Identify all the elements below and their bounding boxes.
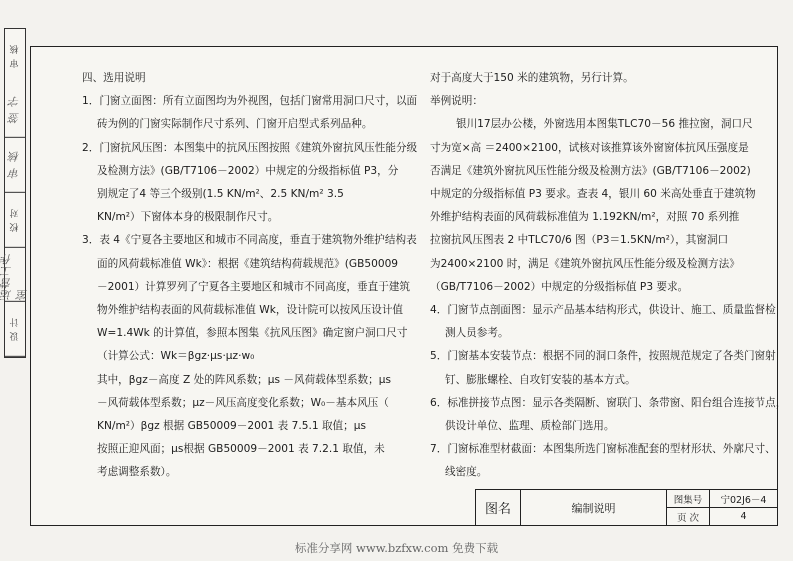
drawing-title: 编制说明 xyxy=(521,490,667,525)
paragraph-line: 按照正迎风面；μs根据 GB50009－2001 表 7.2.1 取值，未 xyxy=(97,443,385,456)
page-number: 4 xyxy=(740,511,747,522)
paragraph-line: 线密度。 xyxy=(445,466,488,479)
atlas-label: 图集号 xyxy=(667,490,710,507)
paragraph-line: KN/m²）下窗体本身的极限制作尺寸。 xyxy=(97,211,279,224)
title-block xyxy=(475,489,777,525)
atlas-value: 宁02J6－4 xyxy=(720,494,767,506)
paragraph-line: 对于高度大于150 米的建筑物，另行计算。 xyxy=(430,72,634,84)
paragraph-line: －2001）计算罗列了宁夏各主要地区和城市不同高度，垂直于建筑 xyxy=(97,280,410,293)
paragraph-line: 5．门窗基本安装节点：根据不同的洞口条件，按照规范规定了各类门窗射 xyxy=(430,350,776,363)
paragraph-line: 砖为例的门窗实际制作尺寸系列、门窗开启型式系列品种。 xyxy=(97,118,373,131)
paragraph-line: 7．门窗标准型材截面：本图集所选门窗标准配套的型材形状、外廓尺寸、 xyxy=(430,443,776,456)
paragraph-line: KN/m²）βgz 根据 GB50009－2001 表 7.5.1 取值；μs xyxy=(97,420,366,433)
sidebar-cell-design: 设 计 xyxy=(5,302,25,357)
signature-sidebar xyxy=(0,28,29,358)
paragraph-line: 4．门窗节点剖面图：显示产品基本结构形式，供设计、施工、质量监督检 xyxy=(430,304,776,317)
paragraph-line: 1．门窗立面图：所有立面图均为外视图，包括门窗常用洞口尺寸，以面 xyxy=(82,95,418,108)
page-row xyxy=(667,507,777,525)
paragraph-line: 银川17层办公楼，外窗选用本图集TLC70－56 推拉窗，洞口尺 xyxy=(456,118,753,131)
section-heading: 四、选用说明 xyxy=(82,72,146,84)
left-column xyxy=(82,67,418,485)
paragraph-line: （GB/T7106－2002）中规定的分级指标值 P3 要求。 xyxy=(430,280,689,293)
sidebar-cell-proofread: 校 对 xyxy=(5,193,25,248)
paragraph-line: 2．门窗抗风压图：本图集中的抗风压图按照《建筑外窗抗风压性能分级 xyxy=(82,141,418,154)
sidebar-cell-review: 审 核 xyxy=(10,44,21,68)
paragraph-line: －风荷载体型系数；μz－风压高度变化系数；W₀－基本风压（ xyxy=(97,396,389,409)
paragraph-line: 6．标准拼接节点图：显示各类隔断、窗联门、条带窗、阳台组合连接节点， xyxy=(430,396,787,409)
title-block-info xyxy=(667,490,777,525)
paragraph-line: 物外维护结构表面的风荷载标准值 Wk，设计院可以按风压设计值 xyxy=(97,304,404,317)
paragraph-line: 3．表 4《宁夏各主要地区和城市不同高度，垂直于建筑物外维护结构表 xyxy=(82,234,417,247)
atlas-row xyxy=(667,490,777,507)
paragraph-line: 及检测方法》(GB/T7106－2002）中规定的分级指标值 P3，分 xyxy=(97,164,399,177)
sidebar-cell-signature-3: 签 字 xyxy=(5,83,25,138)
paragraph-line: 拉窗抗风压图表 2 中TLC70/6 图（P3＝1.5KN/m²），其窗洞口 xyxy=(430,234,729,247)
paragraph-line: 寸为宽×高 ＝2400×2100，试核对该推算该外窗窗体抗风压强度是 xyxy=(430,141,749,154)
sidebar-cell-signature-2: 审 核 xyxy=(5,138,25,193)
paragraph-line: 为2400×2100 时，满足《建筑外窗抗风压性能分级及检测方法》 xyxy=(430,257,740,270)
paragraph-line: 别规定了4 等三个级别(1.5 KN/m²、2.5 KN/m² 3.5 xyxy=(97,188,344,201)
formula-line: （计算公式：Wk＝βgz·μs·μz·w₀ xyxy=(97,350,255,363)
paragraph-line: 外维护结构表面的风荷载标准值为 1.192KN/m²，对照 70 系列推 xyxy=(430,211,740,224)
paragraph-line: 钉、膨胀螺栓、自攻钉安装的基本方式。 xyxy=(445,373,636,386)
paragraph-line: 中规定的分级指标值 P3 要求。查表 4，银川 60 米高处垂直于建筑物 xyxy=(430,188,756,201)
paragraph-line: 其中，βgz－高度 Z 处的阵风系数；μs －风荷载体型系数；μs xyxy=(97,373,391,386)
download-footer: 标准分享网 www.bzfxw.com 免费下载 xyxy=(294,541,499,555)
paragraph-line: 测人员参考。 xyxy=(445,327,509,340)
paragraph-line: W=1.4Wk 的计算值，参照本图集《抗风压图》确定窗户洞口尺寸 xyxy=(97,327,408,340)
paragraph-line: 供设计单位、监理、质检部门选用。 xyxy=(445,420,615,433)
example-heading: 举例说明： xyxy=(430,95,483,108)
right-column xyxy=(430,67,787,485)
paragraph-line: 考虑调整系数）。 xyxy=(97,466,177,479)
drawing-name-label: 图名 xyxy=(476,490,521,525)
paragraph-line: 否满足《建筑外窗抗风压性能分级及检测方法》(GB/T7106－2002) xyxy=(430,164,751,177)
sidebar-cell-signature-1: 运营工作室 xyxy=(5,247,25,302)
page-label: 页 次 xyxy=(667,508,710,525)
paragraph-line: 面的风荷载标准值 Wk》：根据《建筑结构荷载规范》(GB50009 xyxy=(97,257,399,270)
